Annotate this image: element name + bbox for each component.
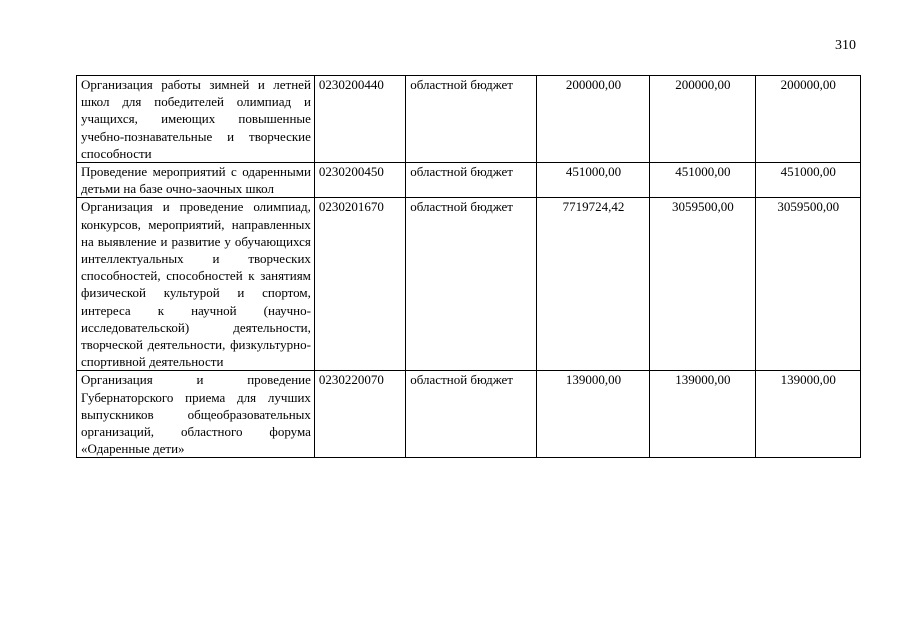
amount-cell: 451000,00 — [536, 163, 649, 198]
table-row — [77, 198, 861, 371]
funding-source-cell: областной бюджет — [406, 76, 536, 163]
funding-source-cell: областной бюджет — [406, 371, 536, 458]
page-number: 310 — [835, 38, 856, 53]
budget-code-cell: 0230201670 — [314, 198, 405, 371]
table-row — [77, 371, 861, 458]
amount-cell: 200000,00 — [536, 76, 649, 163]
table-row — [77, 163, 861, 198]
amount-cell: 139000,00 — [650, 371, 755, 458]
funding-source-cell: областной бюджет — [406, 198, 536, 371]
amount-cell: 7719724,42 — [536, 198, 649, 371]
budget-code-cell: 0230200450 — [314, 163, 405, 198]
activity-name-cell: Организация и проведение олимпиад, конкурсов, мероприятий, направленных на выявление и развитие у обучающихся интеллектуальных и творческих способностей, способностей к занятиям физической культурой и спортом, интереса к научной (научно-исследовательской) деятельности, творческой деятельности, физкультурно-спортивной деятельности — [77, 198, 315, 371]
amount-cell: 3059500,00 — [755, 198, 860, 371]
amount-cell: 139000,00 — [755, 371, 860, 458]
amount-cell: 451000,00 — [755, 163, 860, 198]
amount-cell: 451000,00 — [650, 163, 755, 198]
funding-source-cell: областной бюджет — [406, 163, 536, 198]
budget-code-cell: 0230220070 — [314, 371, 405, 458]
amount-cell: 3059500,00 — [650, 198, 755, 371]
amount-cell: 139000,00 — [536, 371, 649, 458]
table-row — [77, 76, 861, 163]
amount-cell: 200000,00 — [755, 76, 860, 163]
budget-code-cell: 0230200440 — [314, 76, 405, 163]
activity-name-cell: Организация работы зимней и летней школ для победителей олимпиад и учащихся, имеющих повышенные учебно-познавательные и творческие способности — [77, 76, 315, 163]
amount-cell: 200000,00 — [650, 76, 755, 163]
activity-name-cell: Проведение мероприятий с одаренными детьми на базе очно-заочных школ — [77, 163, 315, 198]
budget-table — [76, 75, 861, 458]
activity-name-cell: Организация и проведение Губернаторского приема для лучших выпускников общеобразовательных организаций, областного форума «Одаренные дети» — [77, 371, 315, 458]
